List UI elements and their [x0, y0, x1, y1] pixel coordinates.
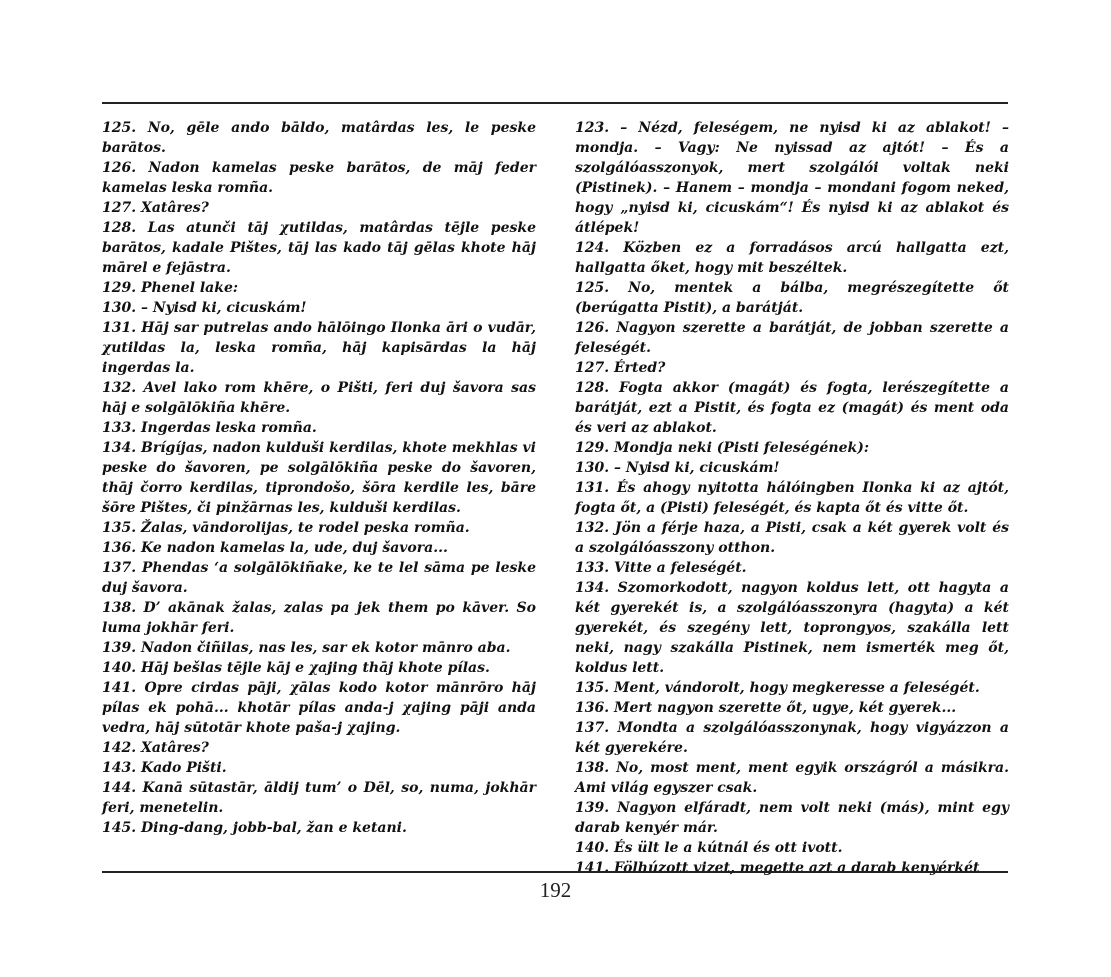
paragraph: 140. Hāj bešlas tējle kāj e χajing thāj khote pílas.: [102, 660, 490, 676]
paragraph: 130. – Nyisd ki, cicuskám!: [575, 460, 780, 476]
paragraph: 137. Phendas ‘a solgālōkiñake, ke te lel sāma pe leske duj šavora.: [102, 560, 536, 596]
romani-text-column: [102, 118, 536, 838]
paragraph: 127. Xatâres?: [102, 200, 209, 216]
hungarian-translation-column: [575, 118, 1009, 878]
paragraph: 125. No, gēle ando bāldo, matârdas les, le peske barātos.: [102, 120, 536, 156]
paragraph: 143. Kado Pišti.: [102, 760, 227, 776]
paragraph: 139. Nagyon elfáradt, nem volt neki (más), mint egy darab kenyér már.: [575, 800, 1009, 836]
paragraph: 132. Jön a férje haza, a Pisti, csak a két gyerek volt és a szolgálóasszony otthon.: [575, 520, 1009, 556]
paragraph: 124. Közben ez a forradásos arcú hallgatta ezt, hallgatta őket, hogy mit beszéltek.: [575, 240, 1009, 276]
paragraph: 126. Nadon kamelas peske barātos, de māj feder kamelas leska romña.: [102, 160, 536, 196]
page-number: 192: [539, 878, 572, 902]
paragraph: 125. No, mentek a bálba, megrészegítette őt (berúgatta Pistit), a barátját.: [575, 280, 1009, 316]
paragraph: 140. És ült le a kútnál és ott ivott.: [575, 840, 843, 856]
paragraph: 129. Mondja neki (Pisti feleségének):: [575, 440, 869, 456]
paragraph: 137. Mondta a szolgálóasszonynak, hogy vigyázzon a két gyerekére.: [575, 720, 1009, 756]
paragraph: 128. Las atunči tāj χutildas, matârdas tējle peske barātos, kadale Pištes, tāj las kado tāj gēlas khote hāj mārel e fejāstra.: [102, 220, 536, 276]
paragraph: 136. Mert nagyon szerette őt, ugye, két gyerek...: [575, 700, 957, 716]
paragraph: 135. Žalas, vāndorolijas, te rodel peska romña.: [102, 520, 470, 536]
paragraph: 130. – Nyisd ki, cicuskám!: [102, 300, 307, 316]
paragraph: 135. Ment, vándorolt, hogy megkeresse a feleségét.: [575, 680, 980, 696]
paragraph: 128. Fogta akkor (magát) és fogta, lerészegítette a barátját, ezt a Pistit, és fogta ez (magát) és ment oda és veri az ablakot.: [575, 380, 1009, 436]
paragraph: 136. Ke nadon kamelas la, ude, duj šavora...: [102, 540, 448, 556]
paragraph: 134. Szomorkodott, nagyon koldus lett, ott hagyta a két gyerekét is, a szolgálóasszonyra (hagyta) a két gyerekét, és szegény lett, toprongyos, szakálla lett neki, nagy szakálla Pistinek, nem ismerték meg őt, koldus lett.: [575, 580, 1009, 676]
paragraph: 133. Ingerdas leska romña.: [102, 420, 317, 436]
paragraph: 126. Nagyon szerette a barátját, de jobban szerette a feleségét.: [575, 320, 1009, 356]
paragraph: 131. Hāj sar putrelas ando hālōingo Ilonka āri o vudār, χutildas la, leska romña, hāj kapisārdas la hāj ingerdas la.: [102, 320, 536, 376]
paragraph: 129. Phenel lake:: [102, 280, 239, 296]
paragraph: 142. Xatâres?: [102, 740, 209, 756]
bottom-rule: [102, 871, 1008, 873]
paragraph: 139. Nadon čiñilas, nas les, sar ek kotor mānro aba.: [102, 640, 511, 656]
paragraph: 132. Avel lako rom khēre, o Pišti, feri duj šavora sas hāj e solgālōkiña khēre.: [102, 380, 536, 416]
paragraph: 134. Brígíjas, nadon kulduši kerdilas, khote mekhlas vi peske do šavoren, pe solgālōkiña peske do šavoren, thāj čorro kerdilas, tiprondošo, šōra kerdile les, bāre šōre Pištes, či pinžārnas les, kulduši kerdilas.: [102, 440, 536, 516]
paragraph: 141. Opre cirdas pāji, χālas kodo kotor mānrōro hāj pílas ek pohā... khotār pílas anda-j χajing pāji anda vedra, hāj sūtotār khote paša-j χajing.: [102, 680, 536, 736]
top-rule: [102, 102, 1008, 104]
paragraph: 133. Vitte a feleségét.: [575, 560, 747, 576]
paragraph: 131. És ahogy nyitotta hálóingben Ilonka ki az ajtót, fogta őt, a (Pisti) feleségét, és kapta őt és vitte őt.: [575, 480, 1009, 516]
paragraph: 145. Ding-dang, jobb-bal, žan e ketani.: [102, 820, 407, 836]
paragraph: 141. Fölhúzott vizet, megette azt a darab kenyérkét: [575, 860, 980, 876]
paragraph: 144. Kanā sūtastār, āldij tum’ o Dēl, so, numa, jokhār feri, menetelin.: [102, 780, 536, 816]
paragraph: 138. D’ akānak žalas, zalas pa jek them po kāver. So luma jokhār feri.: [102, 600, 536, 636]
paragraph: 127. Érted?: [575, 360, 666, 376]
paragraph: 123. – Nézd, feleségem, ne nyisd ki az ablakot! – mondja. – Vagy: Ne nyissad az ajtót! – És a szolgálóasszonyok, mert szolgálói voltak neki (Pistinek). – Hanem – mondja – mondani fogom neked, hogy „nyisd ki, cicuskám“! És nyisd ki az ablakot és átlépek!: [575, 120, 1009, 236]
paragraph: 138. No, most ment, ment egyik országról a másikra. Ami világ egyszer csak.: [575, 760, 1009, 796]
